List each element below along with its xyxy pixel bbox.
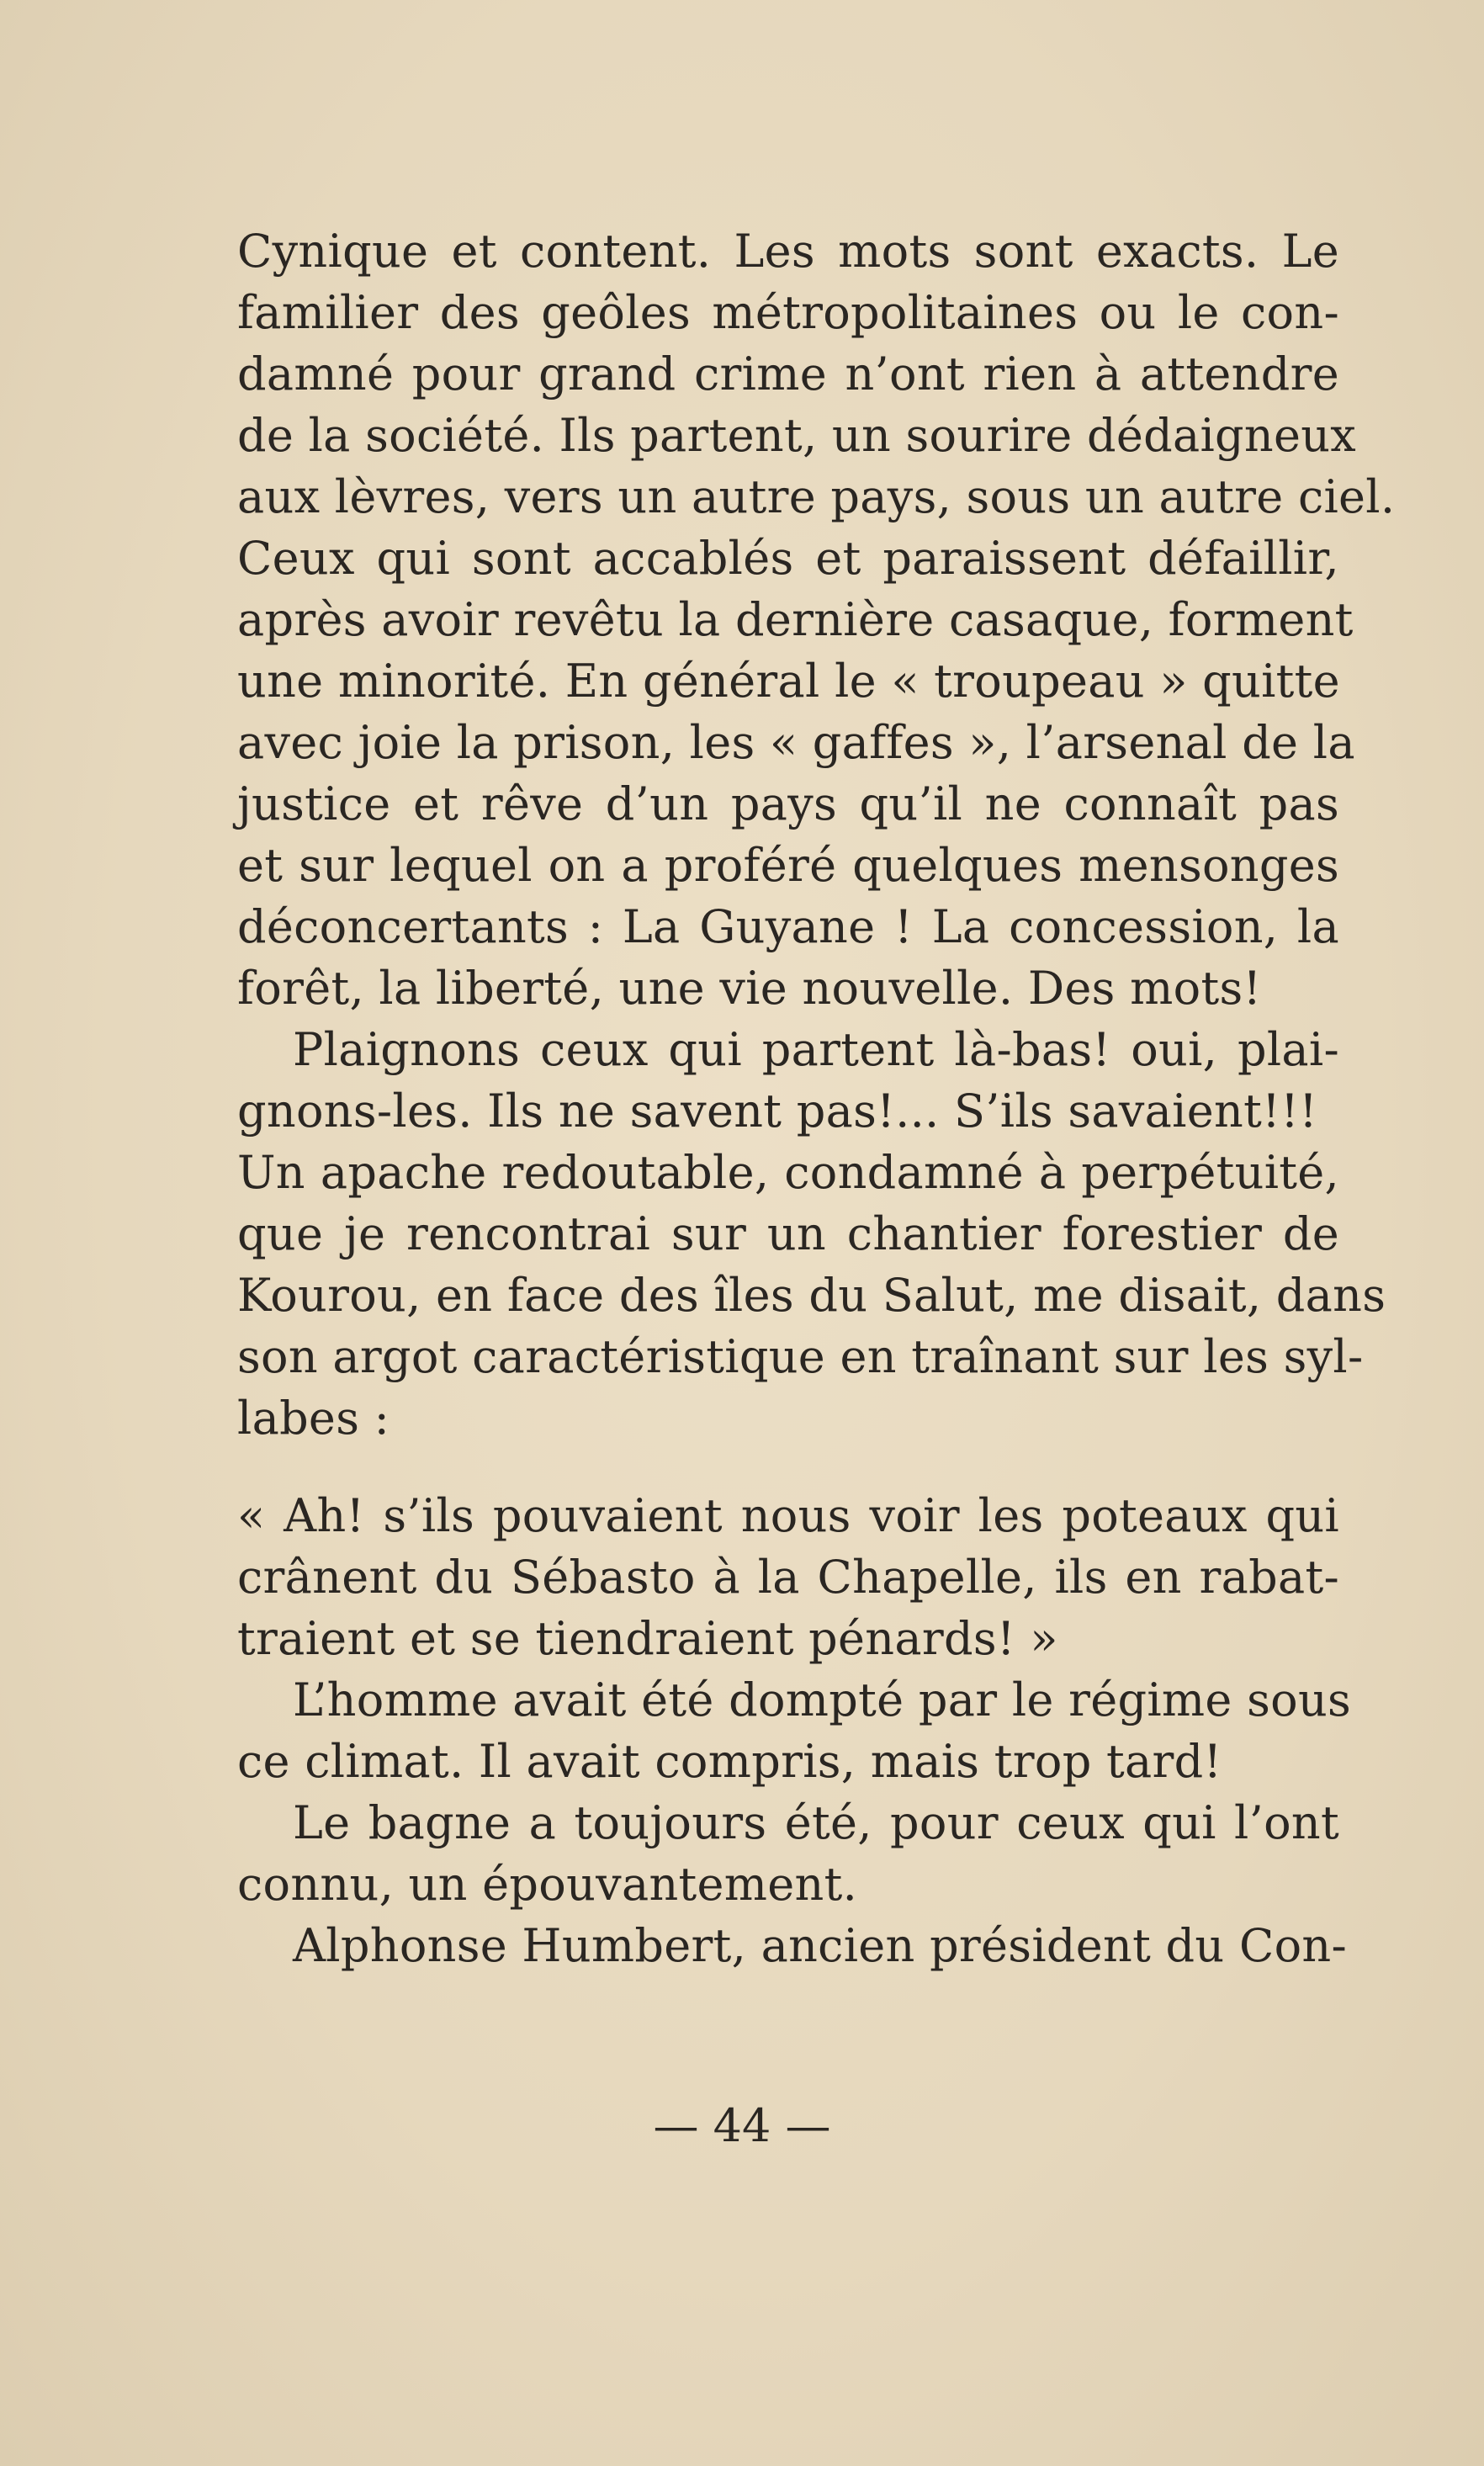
text-line: « Ah! s’ils pouvaient nous voir les poteaux qui xyxy=(237,1489,1339,1542)
text-line: que je rencontrai sur un chantier forestier de xyxy=(237,1207,1339,1260)
text-line: familier des geôles métropolitaines ou le con- xyxy=(237,286,1339,339)
text-line: Cynique et content. Les mots sont exacts. Le xyxy=(237,225,1339,278)
text-line: Kourou, en face des îles du Salut, me disait, dans xyxy=(237,1269,1386,1322)
text-line: L’homme avait été dompté par le régime sous xyxy=(293,1673,1352,1726)
text-line: et sur lequel on a proféré quelques mensonges xyxy=(237,839,1339,892)
text-line: après avoir revêtu la dernière casaque, forment xyxy=(237,593,1354,646)
text-line: aux lèvres, vers un autre pays, sous un autre ciel. xyxy=(237,470,1396,523)
text-line: une minorité. En général le « troupeau » quitte xyxy=(237,655,1340,708)
text-line: Un apache redoutable, condamné à perpétuité, xyxy=(237,1146,1339,1199)
body-text xyxy=(237,220,1396,1976)
text-line: crânent du Sébasto à la Chapelle, ils en rabat- xyxy=(237,1551,1339,1604)
text-line: forêt, la liberté, une vie nouvelle. Des mots! xyxy=(237,962,1262,1015)
text-line: damné pour grand crime n’ont rien à attendre xyxy=(237,347,1339,400)
text-line: son argot caractéristique en traînant sur les syl- xyxy=(237,1330,1364,1383)
text-line: Alphonse Humbert, ancien président du Con- xyxy=(293,1919,1348,1972)
text-line: de la société. Ils partent, un sourire dédaigneux xyxy=(237,409,1357,462)
text-line: Le bagne a toujours été, pour ceux qui l’ont xyxy=(293,1796,1339,1849)
text-line: déconcertants : La Guyane ! La concession, la xyxy=(237,900,1339,953)
text-line: labes : xyxy=(237,1392,390,1445)
text-line: Plaignons ceux qui partent là-bas! oui, plai- xyxy=(293,1023,1339,1076)
text-line: gnons-les. Ils ne savent pas!... S’ils savaient!!! xyxy=(237,1085,1318,1138)
text-line: ce climat. Il avait compris, mais trop tard! xyxy=(237,1735,1222,1788)
text-line: connu, un épouvantement. xyxy=(237,1858,858,1911)
text-line: avec joie la prison, les « gaffes », l’arsenal de la xyxy=(237,716,1355,769)
text-line: traient et se tiendraient pénards! » xyxy=(237,1612,1058,1665)
text-line: justice et rêve d’un pays qu’il ne connaît pas xyxy=(237,777,1339,830)
page-number: — 44 — xyxy=(653,2099,831,2152)
paragraph-gap xyxy=(237,1449,1339,1485)
text-line: Ceux qui sont accablés et paraissent défaillir, xyxy=(237,532,1339,585)
